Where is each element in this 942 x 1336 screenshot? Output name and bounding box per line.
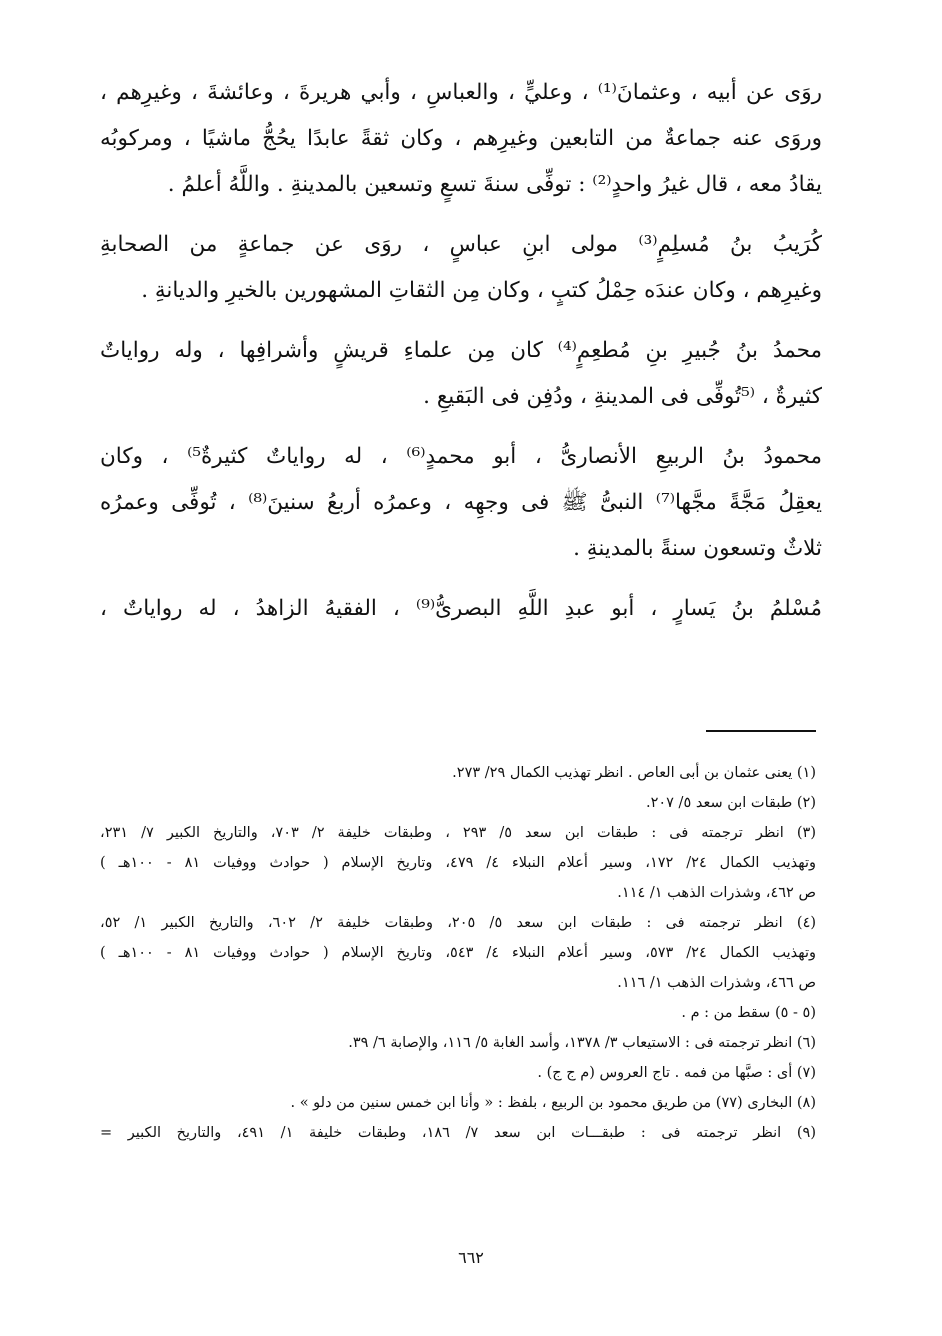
text-line: روَى عن أبيه ، وعثمانَ⁽¹⁾ ، وعليٍّ ، والعباسِ ، وأبي هريرةَ ، وعائشةَ ، وغيرِهم ، xyxy=(100,80,822,105)
text-line: وغيرِهم ، وكان عندَه حِمْلُ كتبٍ ، وكان مِن الثقاتِ المشهورين بالخيرِ والديانةِ . xyxy=(141,278,822,303)
footnote-5 xyxy=(100,998,816,1028)
footnote-line: (٤) انظر ترجمته فى : طبقات ابن سعد ٥/ ٢٠٥، وطبقات خليفة ٢/ ٦٠٢، والتاريخ الكبير ١/ ٥٢، xyxy=(100,915,816,931)
text-line: ثلاثٌ وتسعون سنةً بالمدينةِ . xyxy=(573,536,822,561)
footnote-line: (٨) البخارى (٧٧) من طريق محمود بن الربيع ، بلفظ : « وأنا ابن خمس سنين من دلو » . xyxy=(290,1095,816,1111)
text-line: كُرَيبُ بنُ مُسلِمٍ⁽³⁾ مولى ابنِ عباسٍ ، روَى عن جماعةٍ من الصحابةِ xyxy=(100,232,822,257)
text-line: وروَى عنه جماعةٌ من التابعين وغيرِهم ، وكان ثقةً عابدًا يحُجُّ ماشيًا ، ومركوبُه xyxy=(100,126,822,151)
text-line: مُسْلمُ بنُ يَسارٍ ، أبو عبدِ اللَّهِ البصرىُّ⁽⁹⁾ ، الفقيهُ الزاهدُ ، له رواياتٌ ، xyxy=(100,596,822,621)
footnote-line: ص ٤٦٦، وشذرات الذهب ١/ ١١٦. xyxy=(617,975,816,991)
footnote-line: (٧) أى : صبَّها من فمه . تاج العروس (م ج ج) . xyxy=(537,1065,816,1081)
footnote-line: ص ٤٦٢، وشذرات الذهب ١/ ١١٤. xyxy=(617,885,816,901)
paragraph-mahmud-bin-rabi xyxy=(100,434,822,572)
footnote-2 xyxy=(100,788,816,818)
footnotes xyxy=(100,758,816,1148)
text-line: كثيرةٌ ، ⁽⁵تُوفِّى فى المدينةِ ، ودُفِن فى البَقيعِ . xyxy=(423,384,822,409)
footnote-line: وتهذيب الكمال ٢٤/ ١٧٢، وسير أعلام النبلاء ٤/ ٤٧٩، وتاريخ الإسلام ( حوادث ووفيات ٨١ - ١٠٠هـ ) xyxy=(100,855,816,871)
footnote-line: (٣) انظر ترجمته فى : طبقات ابن سعد ٥/ ٢٩٣ ، وطبقات خليفة ٢/ ٧٠٣، والتاريخ الكبير ٧/ ٢٣١، xyxy=(100,825,816,841)
footnote-line: (١) يعنى عثمان بن أبى العاص . انظر تهذيب الكمال ٢٩/ ٢٧٣. xyxy=(452,765,816,781)
footnote-4 xyxy=(100,908,816,998)
footnote-8 xyxy=(100,1088,816,1118)
footnote-line: (٩) انظر ترجمته فى : طبقـــات ابن سعد ٧/ ١٨٦، وطبقات خليفة ١/ ٤٩١، والتاريخ الكبير = xyxy=(100,1125,816,1141)
footnote-line: وتهذيب الكمال ٢٤/ ٥٧٣، وسير أعلام النبلاء ٤/ ٥٤٣، وتاريخ الإسلام ( حوادث ووفيات ٨١ - ١٠٠هـ ) xyxy=(100,945,816,961)
paragraph-1 xyxy=(100,70,822,208)
text-line: محمدُ بنُ جُبيرِ بنِ مُطعِمٍ⁽⁴⁾ كان مِن علماءِ قريشٍ وأشرافِها ، وله رواياتٌ xyxy=(100,338,822,363)
main-text xyxy=(100,70,822,646)
paragraph-kurayb xyxy=(100,222,822,314)
paragraph-muslim-bin-yasar xyxy=(100,586,822,632)
footnote-6 xyxy=(100,1028,816,1058)
footnote-separator xyxy=(706,730,816,732)
footnote-line: (٦) انظر ترجمته فى : الاستيعاب ٣/ ١٣٧٨، وأسد الغابة ٥/ ١١٦، والإصابة ٦/ ٣٩. xyxy=(348,1035,816,1051)
footnote-line: (٢) طبقات ابن سعد ٥/ ٢٠٧. xyxy=(645,795,816,811)
text-line: يعقِلُ مَجَّةً مجَّها⁽⁷⁾ النبىُّ ﷺ فى وجهِه ، وعمرُه أربعُ سنينَ⁽⁸⁾ ، تُوفِّى وعمرُه xyxy=(100,490,822,515)
page-number: ٦٦٢ xyxy=(458,1248,484,1267)
footnote-3 xyxy=(100,818,816,908)
footnote-line: (٥ - ٥) سقط من : م . xyxy=(681,1005,816,1021)
footnote-7 xyxy=(100,1058,816,1088)
text-line: محمودُ بنُ الربيعِ الأنصارىُّ ، أبو محمدٍ⁽⁶⁾ ، له رواياتٌ كثيرةٌ⁵⁾ ، وكان xyxy=(100,444,822,469)
text-line: يقادُ معه ، قال غيرُ واحدٍ⁽²⁾ : توفِّى سنةَ تسعٍ وتسعين بالمدينةِ . واللَّهُ أعلمُ . xyxy=(167,172,822,197)
paragraph-muhammad-bin-jubayr xyxy=(100,328,822,420)
footnote-1 xyxy=(100,758,816,788)
footnote-9 xyxy=(100,1118,816,1148)
